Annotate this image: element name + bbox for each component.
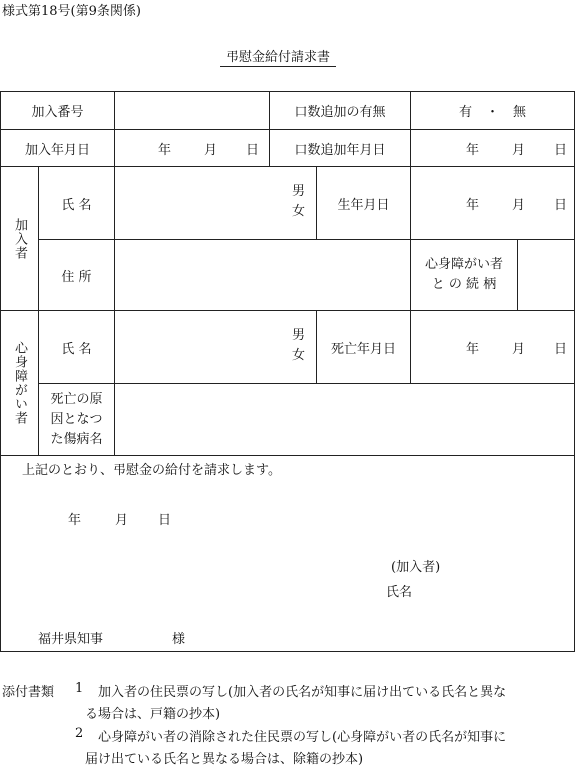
year-unit: 年 — [466, 198, 480, 213]
declaration-text: 上記のとおり、弔慰金の給付を請求します。 — [22, 463, 281, 478]
choice-no[interactable]: 無 — [513, 105, 527, 120]
title-text: 弔慰金給付請求書 — [220, 50, 336, 67]
day-unit: 日 — [158, 513, 172, 528]
subscriber-section-label: 加入者 — [12, 217, 27, 260]
unit-addition-label: 口数追加の有無 — [294, 105, 386, 120]
address-label: 住 所 — [61, 269, 92, 285]
page-title — [220, 46, 336, 65]
sex-female[interactable]: 女 — [292, 348, 306, 363]
form-number: 様式第18号(第9条関係) — [2, 4, 141, 19]
subscriber-name-label: 氏 名 — [61, 197, 92, 213]
month-unit: 月 — [512, 143, 526, 158]
address-field[interactable] — [115, 240, 410, 310]
year-unit: 年 — [68, 513, 82, 528]
grid-line — [410, 310, 411, 383]
year-unit: 年 — [158, 143, 172, 158]
unit-addition-choice[interactable] — [411, 92, 574, 129]
choice-separator: ・ — [485, 105, 499, 120]
grid-line — [410, 166, 411, 239]
day-unit: 日 — [554, 143, 568, 158]
birth-date-label: 生年月日 — [337, 197, 390, 213]
sex-female[interactable]: 女 — [292, 204, 306, 219]
grid-line — [0, 651, 575, 652]
month-unit: 月 — [204, 143, 218, 158]
subscriber-sex-field[interactable] — [292, 182, 305, 222]
month-unit: 月 — [115, 513, 129, 528]
year-unit: 年 — [466, 342, 480, 357]
day-unit: 日 — [554, 342, 568, 357]
applicant-name-label: 氏名 — [386, 585, 413, 600]
attachment-text: 届け出ている氏名と異なる場合は、除籍の抄本) — [85, 752, 364, 767]
day-unit: 日 — [246, 143, 260, 158]
disabled-name-field[interactable] — [115, 311, 285, 383]
subscriber-name-field[interactable] — [115, 167, 285, 239]
attachment-text: る場合は、戸籍の抄本) — [85, 707, 221, 722]
applicant-name-field[interactable] — [418, 578, 568, 600]
attachments-label: 添付書類 — [2, 685, 55, 700]
cause-of-death-label: 死亡の原 因となつ た傷病名 — [50, 391, 103, 447]
attachment-text: 加入者の住民票の写し(加入者の氏名が知事に届け出ている氏名と異な — [98, 685, 507, 700]
grid-line — [0, 455, 575, 456]
attachment-text: 心身障がい者の消除された住民票の写し(心身障がい者の氏名が知事に — [98, 730, 507, 745]
membership-number-field[interactable] — [115, 92, 269, 129]
cause-of-death-field[interactable] — [115, 384, 574, 455]
sex-male[interactable]: 男 — [292, 184, 306, 199]
honorific: 様 — [172, 632, 186, 647]
applicant-label: (加入者) — [391, 560, 441, 575]
day-unit: 日 — [554, 198, 568, 213]
relationship-label: 心身障がい者 と の 続 柄 — [424, 257, 503, 292]
relationship-field[interactable] — [518, 240, 574, 310]
attachment-number: 1 — [75, 681, 84, 696]
disabled-name-label: 氏 名 — [61, 341, 92, 357]
enrollment-date-label: 加入年月日 — [24, 142, 90, 158]
addressee: 福井県知事 — [38, 632, 104, 647]
attachment-number: 2 — [75, 726, 84, 741]
death-date-label: 死亡年月日 — [330, 341, 396, 357]
sex-male[interactable]: 男 — [292, 328, 306, 343]
year-unit: 年 — [466, 143, 480, 158]
disabled-person-section-label: 心身障がい者 — [12, 341, 27, 425]
month-unit: 月 — [512, 342, 526, 357]
disabled-sex-field[interactable] — [292, 326, 305, 366]
month-unit: 月 — [512, 198, 526, 213]
membership-number-label: 加入番号 — [31, 105, 84, 120]
unit-addition-date-label: 口数追加年月日 — [294, 142, 386, 158]
choice-yes[interactable]: 有 — [458, 105, 472, 120]
